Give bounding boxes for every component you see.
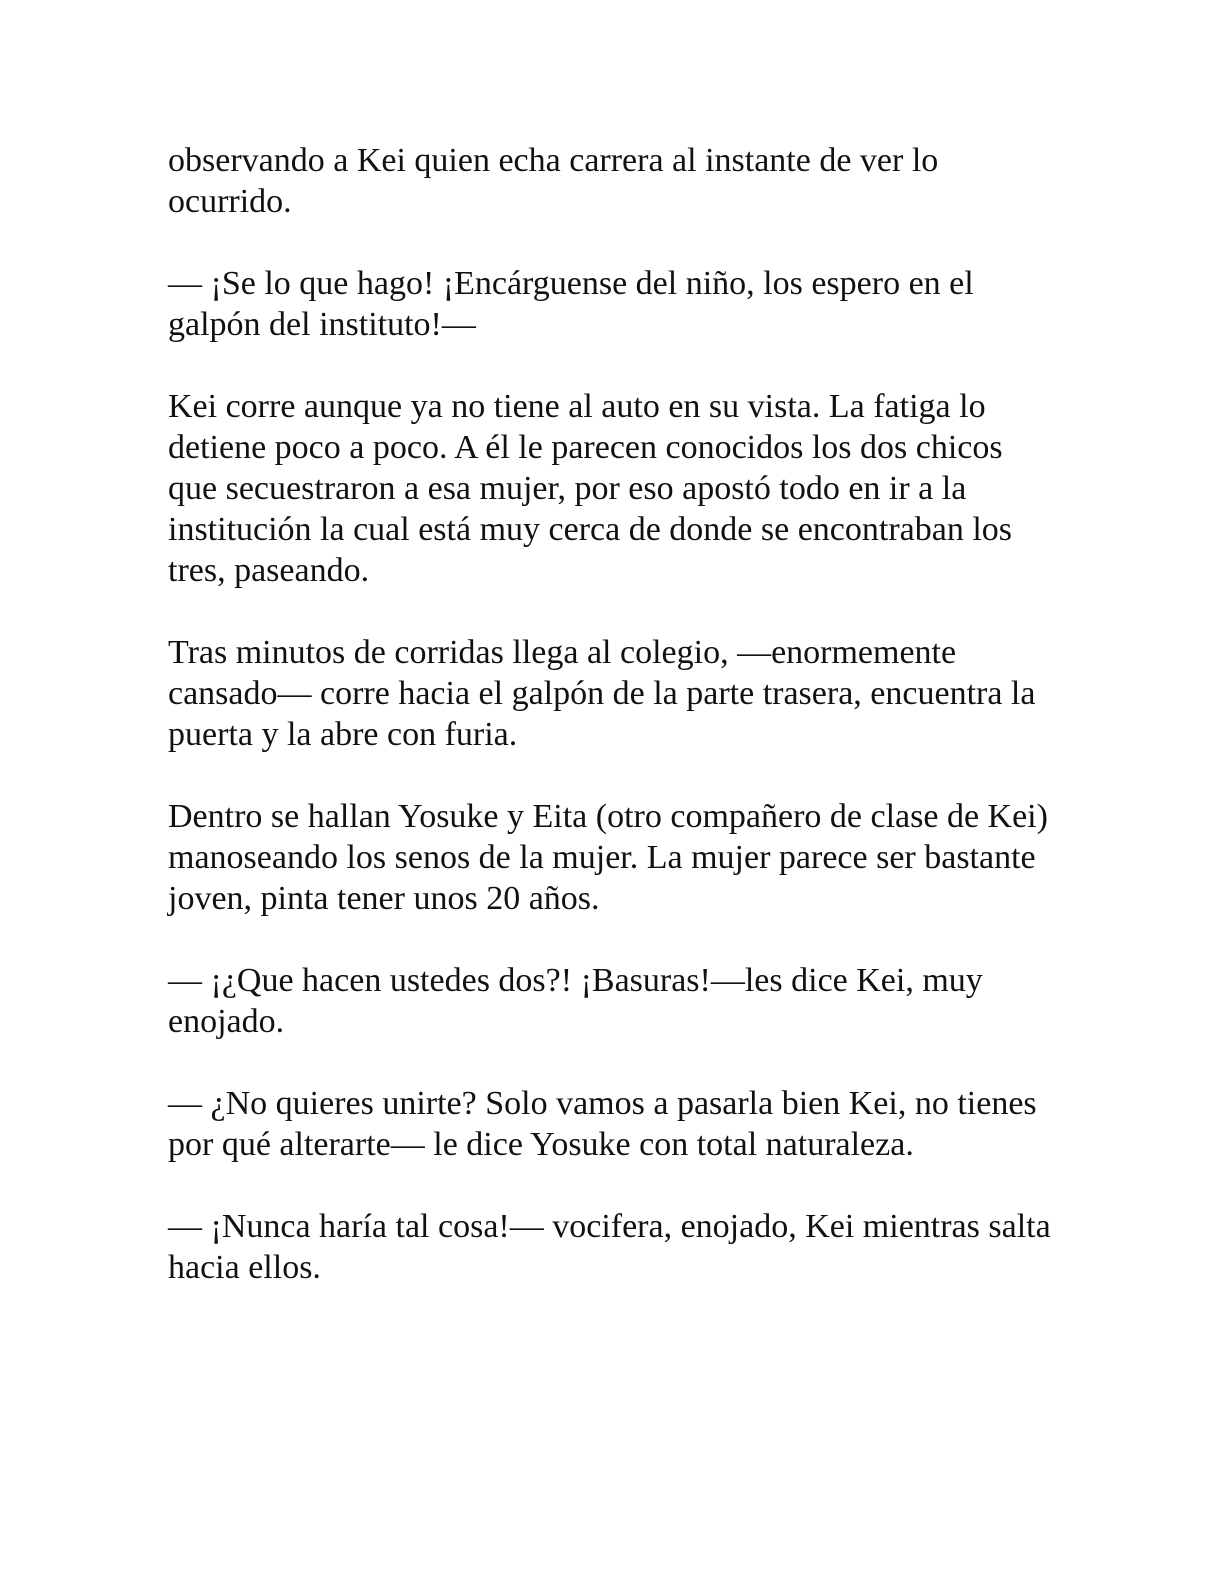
document-body (168, 140, 1058, 1329)
paragraph-2: — ¡Se lo que hago! ¡Encárguense del niño, los espero en el galpón del instituto!— (168, 265, 974, 343)
paragraph-5: Dentro se hallan Yosuke y Eita (otro compañero de clase de Kei) manoseando los senos de la mujer. La mujer parece ser bastante joven, pinta tener unos 20 años. (168, 798, 1048, 917)
paragraph-4: Tras minutos de corridas llega al colegio, —enormemente cansado— corre hacia el galpón de la parte trasera, encuentra la puerta y la abre con furia. (168, 634, 1036, 753)
paragraph-6: — ¡¿Que hacen ustedes dos?! ¡Basuras!—les dice Kei, muy enojado. (168, 962, 983, 1040)
paragraph-7: — ¿No quieres unirte? Solo vamos a pasarla bien Kei, no tienes por qué alterarte— le dice Yosuke con total naturaleza. (168, 1085, 1037, 1163)
paragraph-8: — ¡Nunca haría tal cosa!— vocifera, enojado, Kei mientras salta hacia ellos. (168, 1208, 1051, 1286)
paragraph-1: observando a Kei quien echa carrera al instante de ver lo ocurrido. (168, 142, 939, 220)
paragraph-3: Kei corre aunque ya no tiene al auto en su vista. La fatiga lo detiene poco a poco. A él le parecen conocidos los dos chicos que secuestraron a esa mujer, por eso apostó todo en ir a la institución la cual está muy cerca de donde se encontraban los tres, paseando. (168, 388, 1013, 589)
